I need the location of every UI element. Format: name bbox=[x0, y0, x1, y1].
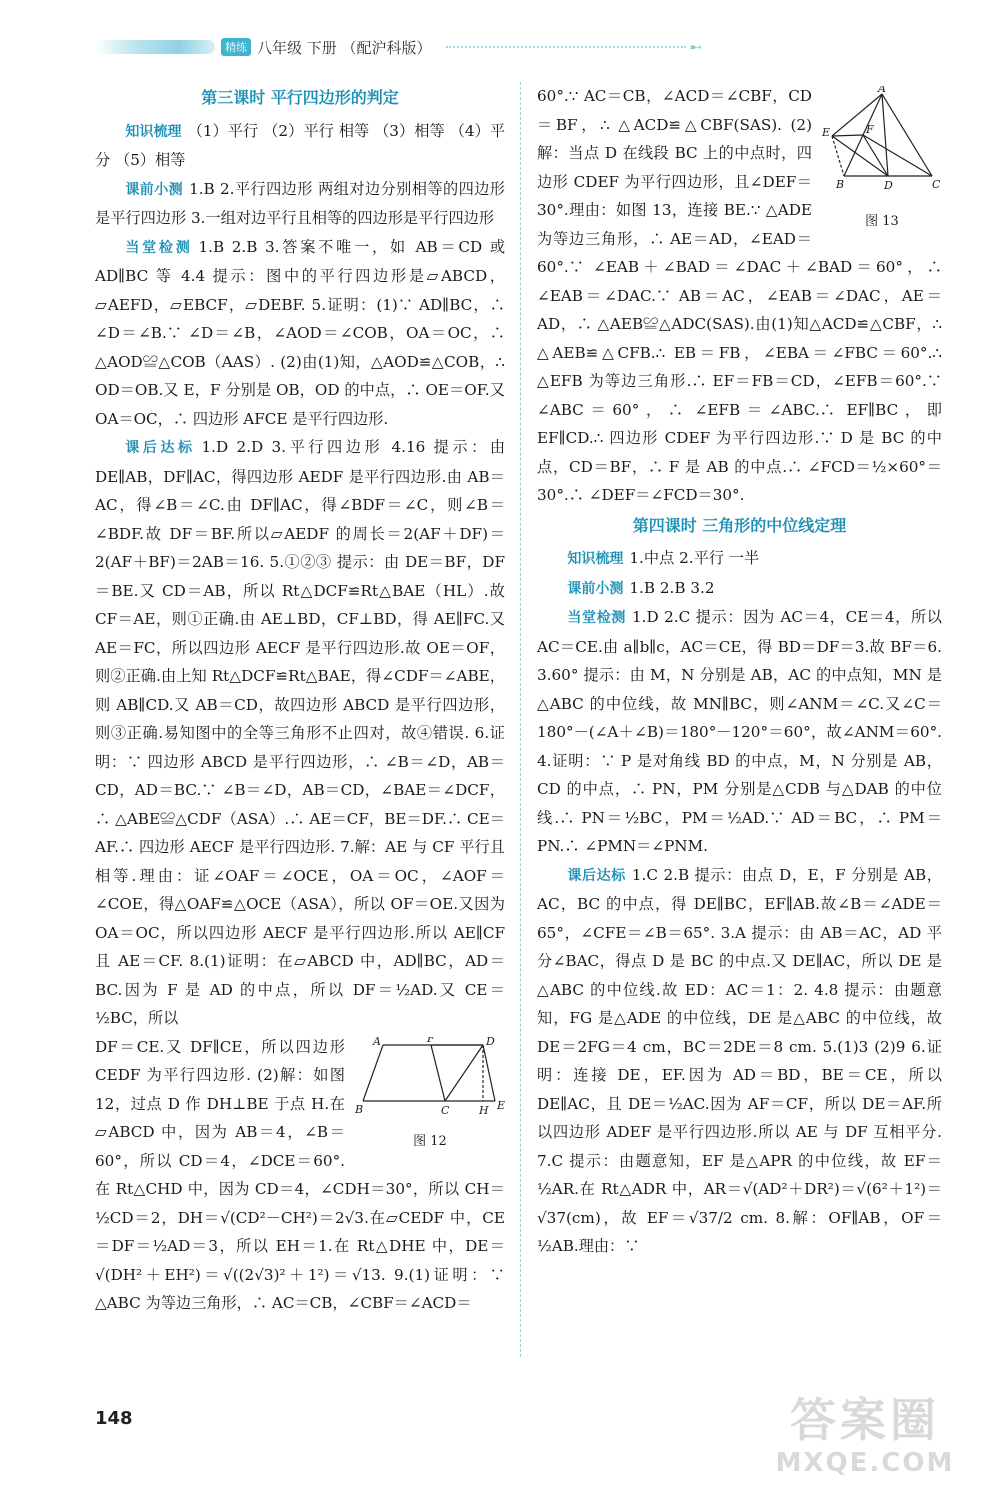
figure-12 bbox=[355, 1037, 505, 1157]
fig13-label: A bbox=[878, 86, 886, 95]
tag-inclass-4: 当堂检测 bbox=[567, 610, 626, 626]
tag-knowledge: 知识梳理 bbox=[125, 123, 182, 140]
text-q9-cont: 60°.∵ AC＝CB，∠ACD＝∠CBF，CD＝BF，∴ △ACD≌△CBF(SAS). (2)解：当点 D 在线段 BC 上的中点时，四边形 CDEF 为平行四边形，且∠DEF＝30°.理由：如图 13，连接 BE.∵ △ADE 为等边三角形，∴ AE＝AD，∠EAD＝60°.∵ ∠EAB＋∠BAD＝∠DAC＋∠BAD＝60°，∴ ∠EAB＝∠DAC.∵ AB＝AC，∠EAB＝∠DAC，AE＝AD，∴ △AEB≌△ADC(SAS).由(1)知△ACD≌△CBF，∴ △AEB≌△CFB.∴ EB＝FB，∠EBA＝∠FBC＝60°.∴ △EFB 为等边三角形.∴ EF＝FB＝CD，∠EFB＝60°.∵ ∠ABC＝60°，∴ ∠EFB＝∠ABC.∴ EF∥BC，即 EF∥CD.∴ 四边形 CDEF 为平行四边形.∵ D 是 BC 的中点，CD＝BF，∴ F 是 AB 的中点.∴ ∠FCD＝½×60°＝30°.∴ ∠DEF＝∠FCD＝30°. bbox=[537, 87, 942, 504]
paragraph-knowledge-4 bbox=[537, 544, 942, 574]
fig12-label: H bbox=[479, 1103, 489, 1117]
fig12-label: E bbox=[497, 1098, 505, 1112]
fig12-label: D bbox=[486, 1036, 495, 1048]
paragraph-inclass bbox=[95, 233, 505, 434]
text-knowledge: （1）平行 （2）平行 相等 （3）相等 （4）平分 （5）相等 bbox=[95, 121, 506, 169]
fig13-label: C bbox=[932, 178, 941, 191]
text-inclass: 1.B 2.B 3.答案不唯一，如 AB＝CD 或 AD∥BC 等 4.4 提示：图中的平行四边形是▱ABCD，▱AEFD，▱EBCF，▱DEBF. 5.证明：(1)∵ AD∥BC，∴ ∠D＝∠B.∵ ∠D＝∠B，∠AOD＝∠COB，OA＝OC，∴ △AOD≌△COB（AAS）. (2)由(1)知，△AOD≌△COB，∴ OD＝OB.又 E，F 分别是 OB，OD 的中点，∴ OE＝OF.又 OA＝OC，∴ 四边形 AFCE 是平行四边形. bbox=[95, 237, 506, 428]
tag-pretest-4: 课前小测 bbox=[567, 580, 624, 597]
paragraph-afterclass bbox=[95, 433, 505, 1033]
tag-pretest: 课前小测 bbox=[125, 181, 184, 198]
text-afterclass: 1.D 2.D 3.平行四边形 4.16 提示：由 DE∥AB，DF∥AC，得四边形 AEDF 是平行四边形.由 AB＝AC，得∠B＝∠C.由 DF∥AC，得∠BDF＝∠C，则∠B＝∠BDF.故 DF＝BF.所以▱AEDF 的周长＝2(AF＋DF)＝2(AF＋BF)＝2AB＝16. 5.①②③ 提示：由 DE＝BF，DF＝BE.又 CD＝AB，所以 Rt△DCF≌Rt△BAE（HL）.故 CF＝AE，则①正确.由 AE⊥BD，CF⊥BD，得 AE∥FC.又 AE＝FC，所以四边形 AECF 是平行四边形.故 OE＝OF，则②正确.由上知 Rt△DCF≌Rt△BAE，得∠CDF＝∠ABE，则 AB∥CD.又 AB＝CD，故四边形 ABCD 是平行四边形，则③正确.易知图中的全等三角形不止四对，故④错误. 6.证明：∵ 四边形 ABCD 是平行四边形，∴ ∠B＝∠D，AB＝CD，AD＝BC.∵ ∠B＝∠D，AB＝CD，∠BAE＝∠DCF，∴ △ABE≌△CDF（ASA）.∴ AE＝CF，BE＝DF.∴ CE＝AF.∴ 四边形 AECF 是平行四边形. 7.解：AE 与 CF 平行且相等.理由：证∠OAF＝∠OCE，OA＝OC，∠AOF＝∠COE，得△OAF≌△OCE（ASA），所以 OF＝OE.又因为 OA＝OC，所以四边形 AECF 是平行四边形.所以 AE∥CF 且 AE＝CF. 8.(1)证明：在▱ABCD 中，AD∥BC，AD＝BC.因为 F 是 AD 的中点，所以 DF＝½AD.又 CE＝½BC，所以 bbox=[95, 438, 506, 1027]
fig13-label: F bbox=[866, 123, 874, 136]
text-afterclass-cont: DF＝CE.又 DF∥CE，所以四边形 CEDF 为平行四边形. (2)解：如图 12，过点 D 作 DH⊥BE 于点 H.在▱ABCD 中，因为 AB＝4，∠B＝60°，所以 CD＝4，∠DCE＝60°.在 Rt△CHD 中，因为 CD＝4，∠CDH＝30°，所以 CH＝½CD＝2，DH＝√(CD²－CH²)＝2√3.在▱CEDF 中，CE＝DF＝½AD＝3，所以 EH＝1.在 Rt△DHE 中，DE＝√(DH²＋EH²)＝√((2√3)²＋1²)＝√13. 9.(1)证明：∵ △ABC 为等边三角形，∴ AC＝CB，∠CBF＝∠ACD＝ bbox=[95, 1037, 505, 1312]
figure-13-caption: 图 13 bbox=[865, 213, 899, 229]
figure-13 bbox=[822, 86, 942, 236]
section-title-lesson3: 第三课时 平行四边形的判定 bbox=[201, 88, 399, 107]
watermark-url: MXQE.COM bbox=[775, 1448, 955, 1478]
figure-13-diagram bbox=[822, 86, 942, 196]
figure-12-diagram bbox=[355, 1037, 505, 1117]
paragraph-pretest-4 bbox=[537, 574, 942, 604]
paragraph-pretest bbox=[95, 175, 505, 233]
text-afterclass-4: 1.C 2.B 提示：由点 D，E，F 分别是 AB，AC，BC 的中点，得 DE∥BC，EF∥AB.故∠B＝∠ADE＝65°，∠CFE＝∠B＝65°. 3.A 提示：由 AB＝AC，AD 平分∠BAC，得点 D 是 BC 的中点.又 DE∥AC，所以 DE 是△ABC 的中位线.故 ED：AC＝1：2. 4.8 提示：由题意知，FG 是△ADE 的中位线，DE 是△ABC 的中位线，故 DE＝2FG＝4 cm，BC＝2DE＝8 cm. 5.(1)3 (2)9 6.证明：连接 DE，EF.因为 AD＝BD，BE＝CE，所以 DE∥AC，且 DE＝½AC.因为 AF＝CF，所以 DE＝AF.所以四边形 ADEF 是平行四边形.所以 AE 与 DF 互相平分. 7.C 提示：由题意知，EF 是△APR 的中位线，故 EF＝½AR.在 Rt△ADR 中，AR＝√(AD²＋DR²)＝√(6²＋1²)＝√37(cm)，故 EF＝√37/2 cm. 8.解：OF∥AB，OF＝½AB.理由：∵ bbox=[537, 865, 942, 1255]
column-divider bbox=[520, 82, 521, 1357]
figure-12-caption: 图 12 bbox=[413, 1134, 447, 1149]
header-logo bbox=[95, 40, 215, 54]
right-column bbox=[537, 82, 942, 1261]
tag-afterclass: 课后达标 bbox=[125, 440, 196, 456]
fig13-label: E bbox=[822, 126, 831, 139]
watermark bbox=[750, 1392, 980, 1492]
fig13-label: B bbox=[836, 178, 845, 191]
arrow-icon: ➸ bbox=[689, 38, 703, 56]
tag-knowledge-4: 知识梳理 bbox=[567, 551, 624, 567]
paragraph-afterclass-4 bbox=[537, 861, 942, 1261]
page-number: 148 bbox=[95, 1408, 133, 1429]
tag-inclass: 当堂检测 bbox=[125, 239, 193, 256]
section-title-lesson4: 第四课时 三角形的中位线定理 bbox=[632, 515, 847, 535]
page-header bbox=[95, 36, 702, 58]
fig12-label: B bbox=[355, 1102, 364, 1116]
text-knowledge-4: 1.中点 2.平行 一半 bbox=[629, 549, 760, 567]
fig13-label: D bbox=[884, 179, 893, 192]
text-pretest-4: 1.B 2.B 3.2 bbox=[629, 578, 715, 597]
fig12-label: C bbox=[441, 1103, 450, 1117]
watermark-logo: 答案圈 bbox=[790, 1393, 940, 1447]
paragraph-inclass-4 bbox=[537, 603, 942, 861]
text-pretest: 1.B 2.平行四边形 两组对边分别相等的四边形是平行四边形 3.一组对边平行且相等的四边形是平行四边形 bbox=[95, 179, 505, 227]
fig12-label: F bbox=[427, 1036, 435, 1045]
text-inclass-4: 1.D 2.C 提示：因为 AC＝4，CE＝4，所以 AC＝CE.由 a∥b∥c，AC＝CE，得 BD＝DF＝3.故 BF＝6. 3.60° 提示：由 M，N 分别是 AB，AC 的中点知，MN 是△ABC 的中位线，故 MN∥BC，则∠ANM＝∠C.又∠C＝180°－(∠A＋∠B)＝180°－120°＝60°，故∠ANM＝60°. 4.证明：∵ P 是对角线 BD 的中点，M，N 分别是 AB，CD 的中点，∴ PN，PM 分别是△CDB 与△DAB 的中位线.∴ PN＝½BC，PM＝½AD.∵ AD＝BC，∴ PM＝PN.∴ ∠PMN＝∠PNM. bbox=[537, 608, 942, 855]
header-badge: 精练 bbox=[221, 38, 251, 56]
header-title: 八年级 下册 （配沪科版） bbox=[257, 38, 432, 57]
paragraph-knowledge bbox=[95, 117, 505, 175]
header-dotted-line bbox=[446, 46, 686, 48]
tag-afterclass-4: 课后达标 bbox=[567, 867, 626, 884]
fig12-label: A bbox=[373, 1036, 381, 1048]
left-column bbox=[95, 82, 505, 1318]
